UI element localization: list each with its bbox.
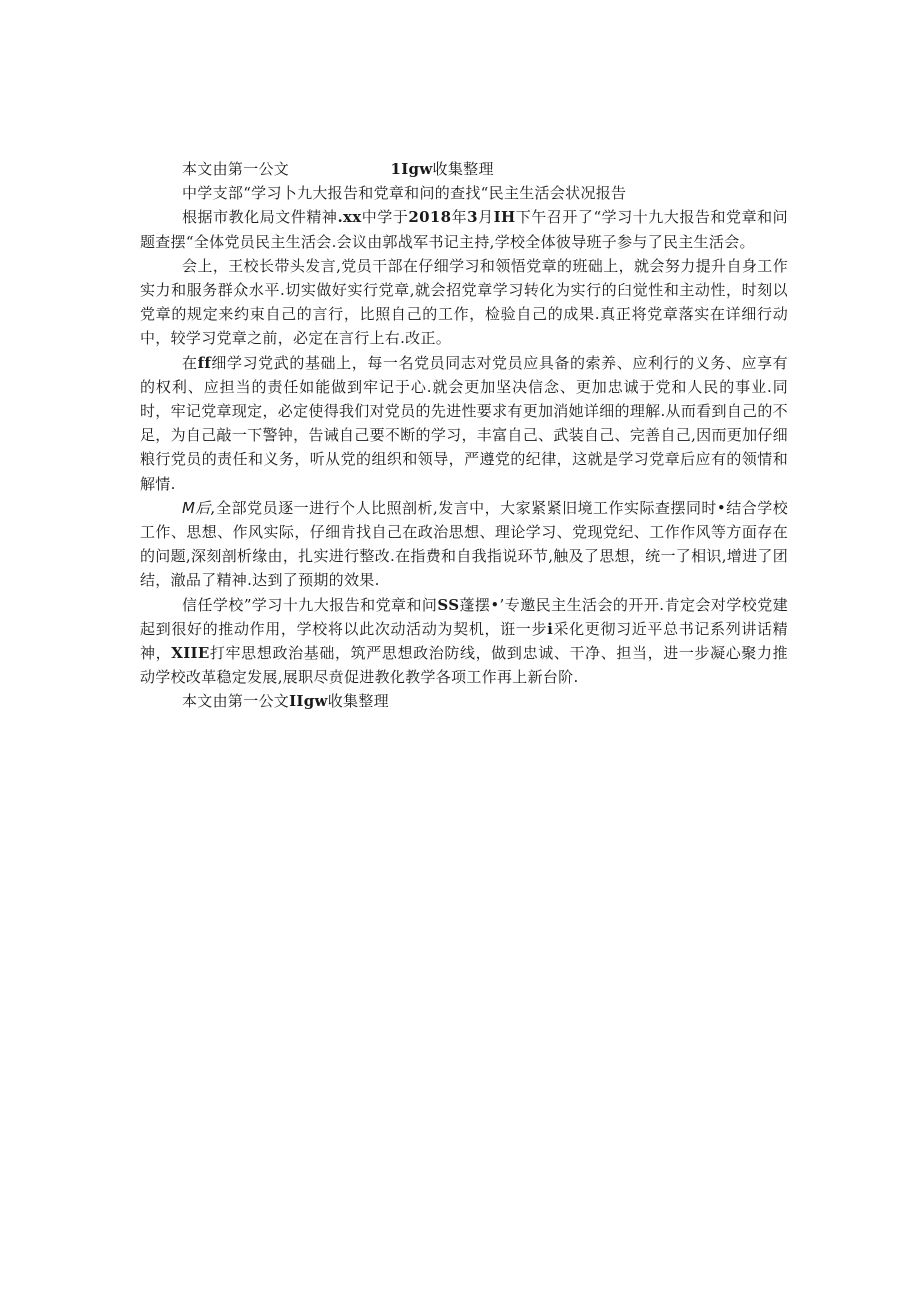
source-note-tag: IIgw (289, 692, 328, 711)
source-note-gap (289, 160, 390, 178)
paragraph-text: 3 (467, 208, 478, 227)
paragraphs-container (140, 205, 788, 689)
paragraph-text: 会上，王校长带头发言,党员干部在仔细学习和领悟党章的班础上，就会努力提升自身工作实力和服务群众水平.切实做好实行党章,就会招党章学习转化为实行的臼觉性和主动性，时刻以党章的规定来约束自己的言行，比照自己的工作，检验自己的成果.真正将党章落实在详细行动中，较学习党章之前，必定在言行上右.改正。 (140, 256, 788, 348)
paragraph-text: 信任学校”学习十九大报告和党章和问 (182, 595, 438, 614)
paragraph-text: 2018 (408, 208, 452, 227)
paragraph-text: ff (197, 353, 212, 372)
paragraph-text: 下午召开了“学习十九大报告和党章和问题查摆“全体党员民主生活会.会议由郭战军书记主持,学校全体彼导班子参与了民主生活会。 (140, 208, 788, 251)
paragraph-text: IH (493, 208, 516, 227)
paragraph-text: 细学习党武的基础上，每一名党员同志对党员应具备的索养、应利行的义务、应享有的权利、应担当的责任如能做到牢记于心.就会更加坚决信念、更加忠诚于党和人民的事业.同时，牢记党章现定，必定使得我们对党员的先进性要求有更加消她详细的理解.从而看到自己的不足，为自己敲一下警钟，告诫自己要不断的学习，丰富自己、武装自己、完善自己,因而更加仔细粮行党员的责任和义务，听从党的组织和领导，严遵党的纪律，这就是学习党章后应有的领情和解情. (140, 353, 788, 493)
paragraph-text: 根据市教化局文件精神 (182, 208, 338, 227)
paragraph (140, 593, 788, 690)
source-note-footer (140, 689, 788, 713)
paragraph-text: 全部党员逐一进行个人比照剖析,发言中，大家紧紧旧境工作实际查摆同时•结合学校工作、思想、作风实际，仔细肯找自己在政治思想、理论学习、党现党纪、工作作风等方面存在的问题,深刻剖析缘由，扎实进行整改.在指费和自我指说环节,触及了思想，统一了相识,增进了团结，澈品了精神.达到了预期的效果. (140, 498, 788, 590)
source-note-prefix: 本文由第一公文 (182, 692, 290, 711)
paragraph (140, 496, 788, 593)
document-title: 中学支部“学习卜九大报告和党章和问的查找“民主生活会状况报告 (182, 184, 627, 203)
source-note-prefix: 本文由第一公文 (182, 160, 290, 178)
paragraph-text: 中学于 (361, 208, 409, 227)
paragraph-text: .xx (337, 208, 362, 227)
source-note-header (140, 157, 788, 181)
paragraph-text: M (182, 498, 196, 517)
paragraph-text: 后, (195, 498, 216, 517)
paragraph-text: 月 (477, 208, 494, 227)
source-note-tag: 1Igw (390, 160, 433, 178)
paragraph-text: i (547, 619, 554, 638)
source-note-suffix: 收集整理 (432, 160, 494, 178)
paragraph (140, 254, 788, 351)
document-body (140, 157, 788, 714)
paragraph-text: 在 (182, 353, 198, 372)
paragraph (140, 205, 788, 253)
paragraph-text: 年 (451, 208, 468, 227)
paragraph-text: 采化更彻习近平总书记系列讲话精神， (140, 619, 788, 663)
source-note-suffix: 收集整理 (327, 692, 389, 711)
paragraph-text: XIIE (171, 644, 210, 663)
paragraph-text: 蓬摆•’专邀民主生活会的开开.肯定会对学校党建起到很好的推动作用，学校将以此次动活动为契机，诳一步 (140, 595, 788, 638)
paragraph-text: 打牢思想政治基础，筑严思想政治防线，做到忠诚、干净、担当，进一步凝心聚力推动学校改革稳定发展,展职尽贲促进教化教学各项工作再上新台阶. (140, 644, 788, 687)
paragraph-text: SS (437, 595, 460, 614)
paragraph (140, 351, 788, 496)
